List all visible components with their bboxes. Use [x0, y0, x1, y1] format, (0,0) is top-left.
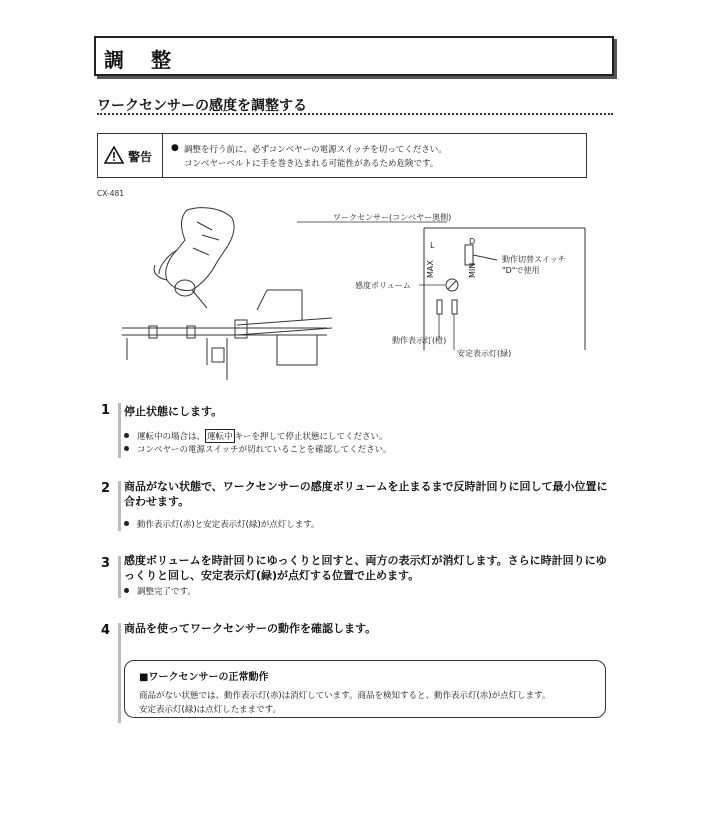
warning-text-line: 調整を行う前に、必ずコンベヤーの電源スイッチを切ってください。: [184, 145, 447, 155]
warning-triangle-icon: [104, 146, 124, 164]
mode-switch-label: 動作切替スイッチ: [502, 255, 566, 264]
warning-label-cell: [98, 134, 163, 177]
note-text-line: 商品がない状態では、動作表示灯(赤)は消灯しています。商品を検知すると、動作表示灯(赤)が点灯します。: [139, 691, 551, 701]
stable-led-label: 安定表示灯(緑): [457, 349, 512, 358]
step-number: 3: [101, 556, 111, 571]
section-divider: [97, 113, 613, 115]
mode-switch-note: "D"で使用: [502, 266, 540, 275]
switch-l-label: L: [430, 241, 435, 250]
sensitivity-volume-label: 感度ボリューム: [355, 281, 411, 290]
step-bar: [118, 403, 121, 458]
bullet-icon: [124, 521, 129, 526]
bullet-icon: [124, 433, 129, 438]
conveyor-illustration: [122, 208, 332, 380]
step-bullet: [124, 518, 320, 530]
step-title: 商品を使ってワークセンサーの動作を確認します。: [124, 622, 377, 635]
sensor-callout: ワークセンサー(コンベヤー奥側): [333, 213, 452, 222]
step-bullet: [124, 429, 388, 443]
bullet-text: 動作表示灯(赤)と安定表示灯(緑)が点灯します。: [137, 520, 320, 530]
chapter-title: 調 整: [104, 48, 181, 72]
bullet-icon: [124, 446, 129, 451]
step-bullet: [124, 443, 392, 455]
switch-d-label: D: [469, 237, 476, 246]
warning-box: [97, 133, 587, 178]
chapter-header: [94, 36, 614, 76]
model-label: CX-481: [97, 189, 125, 198]
section-title: ワークセンサーの感度を調整する: [97, 98, 307, 114]
running-key: 運転中: [205, 429, 235, 443]
step-number: 4: [101, 623, 111, 638]
step-bar: [118, 623, 121, 723]
bullet-text: 運転中の場合は、: [137, 432, 206, 442]
step-bar: [118, 556, 121, 598]
step-title: 停止状態にします。: [124, 405, 223, 418]
bullet-text: 調整完了です。: [137, 587, 196, 597]
warning-label: 警告: [128, 150, 153, 164]
sensor-diagram: [97, 200, 597, 380]
step-number: 1: [101, 403, 111, 418]
step-title: 感度ボリュームを時計回りにゆっくりと回すと、両方の表示灯が消灯します。さらに時計回りにゆっくりと回し、安定表示灯(緑)が点灯する位置で止めます。: [124, 554, 607, 582]
min-label: MIN: [468, 262, 477, 278]
sensor-detail: [424, 228, 585, 350]
bullet-icon: [124, 588, 129, 593]
max-label: MAX: [426, 260, 435, 278]
step-title: 商品がない状態で、ワークセンサーの感度ボリュームを止まるまで反時計回りに回して最小位置に合わせます。: [124, 480, 608, 508]
step-bullet: [124, 585, 196, 597]
warning-text-line: コンベヤーベルトに手を巻き込まれる可能性があるため危険です。: [184, 159, 439, 169]
step-bar: [118, 481, 121, 531]
note-title: ■ワークセンサーの正常動作: [139, 672, 269, 683]
bullet-text: キーを押して停止状態にしてください。: [234, 432, 388, 442]
note-text-line: 安定表示灯(緑)は点灯したままです。: [139, 705, 281, 715]
step-number: 2: [101, 481, 111, 496]
normal-operation-note: [124, 660, 606, 718]
bullet-icon: ●: [171, 143, 179, 153]
bullet-text: コンベヤーの電源スイッチが切れていることを確認してください。: [137, 445, 392, 455]
operation-led-label: 動作表示灯(橙): [392, 336, 447, 345]
